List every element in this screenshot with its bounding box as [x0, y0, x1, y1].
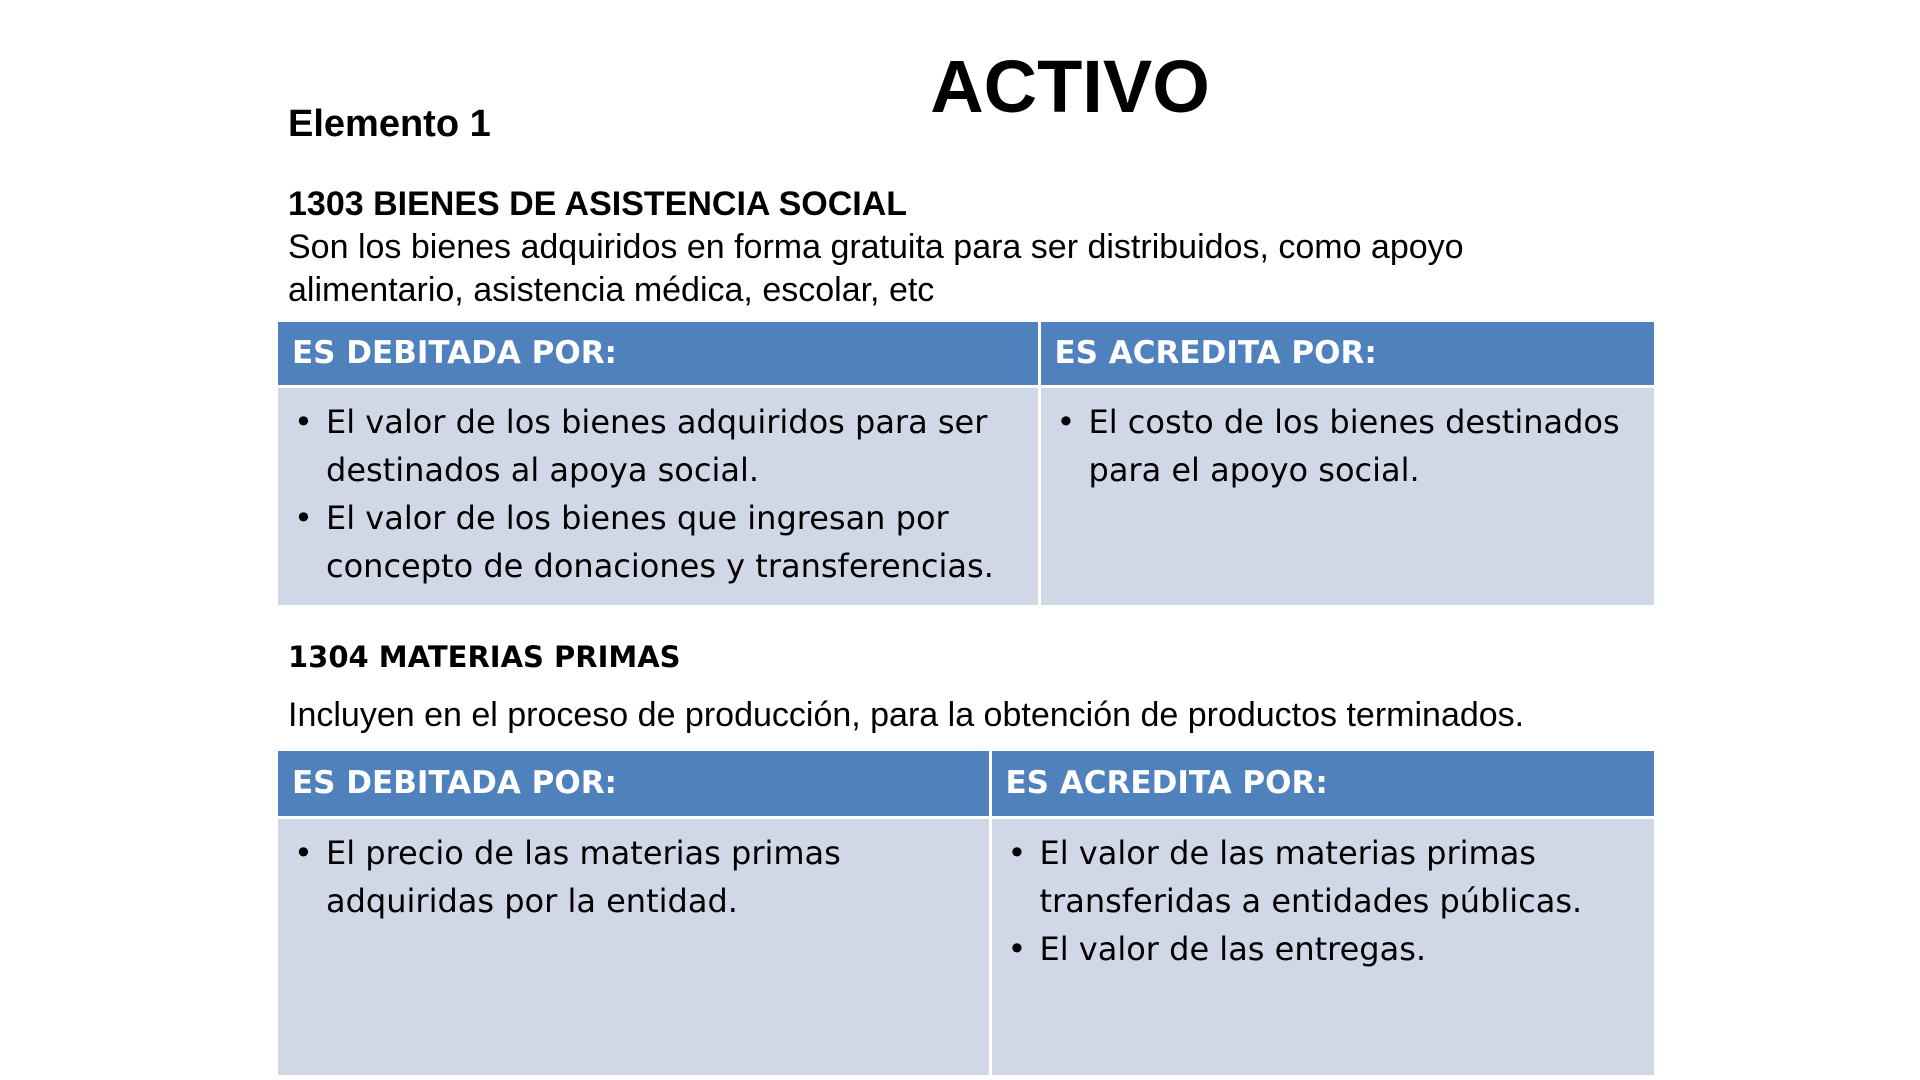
account-table-bienes-asistencia-social: [278, 322, 1654, 605]
list-item-text: El valor de las entregas.: [1039, 929, 1427, 968]
slide-title: ACTIVO: [930, 45, 1210, 128]
credit-header: ES ACREDITA POR:: [990, 751, 1654, 817]
list-item-text: El valor de las materias primas transferidas a entidades públicas.: [1039, 833, 1583, 920]
bullet-icon: •: [294, 833, 313, 872]
bullet-icon: •: [1007, 833, 1027, 872]
list-item: [292, 494, 1024, 590]
section-heading-bienes-asistencia-social: 1303 BIENES DE ASISTENCIA SOCIAL: [288, 185, 908, 223]
debit-list: [292, 398, 1024, 590]
account-table-materias-primas: [278, 751, 1654, 1075]
section-description-materias-primas: Incluyen en el proceso de producción, para la obtención de productos terminados.: [288, 696, 1525, 734]
bullet-icon: •: [294, 402, 313, 441]
credit-list: [1006, 829, 1641, 973]
debit-cell: [278, 386, 1039, 605]
debit-list: [292, 829, 975, 925]
element-label: Elemento 1: [288, 103, 491, 145]
credit-header: ES ACREDITA POR:: [1039, 322, 1654, 386]
debit-cell: [278, 817, 990, 1075]
debit-header: ES DEBITADA POR:: [278, 751, 990, 817]
list-item-text: El costo de los bienes destinados para el apoyo social.: [1088, 402, 1620, 489]
list-item-text: El precio de las materias primas adquiridas por la entidad.: [326, 833, 841, 920]
list-item: [292, 398, 1024, 494]
debit-header: ES DEBITADA POR:: [278, 322, 1039, 386]
list-item: [1006, 925, 1641, 973]
list-item: [1055, 398, 1641, 494]
list-item-text: El valor de los bienes adquiridos para ser destinados al apoya social.: [326, 402, 988, 489]
list-item-text: El valor de los bienes que ingresan por concepto de donaciones y transferencias.: [326, 498, 994, 585]
bullet-icon: •: [294, 498, 313, 537]
bullet-icon: •: [1007, 929, 1027, 968]
list-item: [1006, 829, 1641, 925]
section-description-bienes-asistencia-social: Son los bienes adquiridos en forma gratuita para ser distribuidos, como apoyo alimentario, asistencia médica, escolar, etc: [288, 228, 1464, 309]
list-item: [292, 829, 975, 925]
bullet-icon: •: [1056, 402, 1076, 441]
credit-cell: [990, 817, 1654, 1075]
credit-list: [1055, 398, 1641, 494]
credit-cell: [1039, 386, 1654, 605]
section-heading-materias-primas: 1304 MATERIAS PRIMAS: [288, 640, 681, 674]
